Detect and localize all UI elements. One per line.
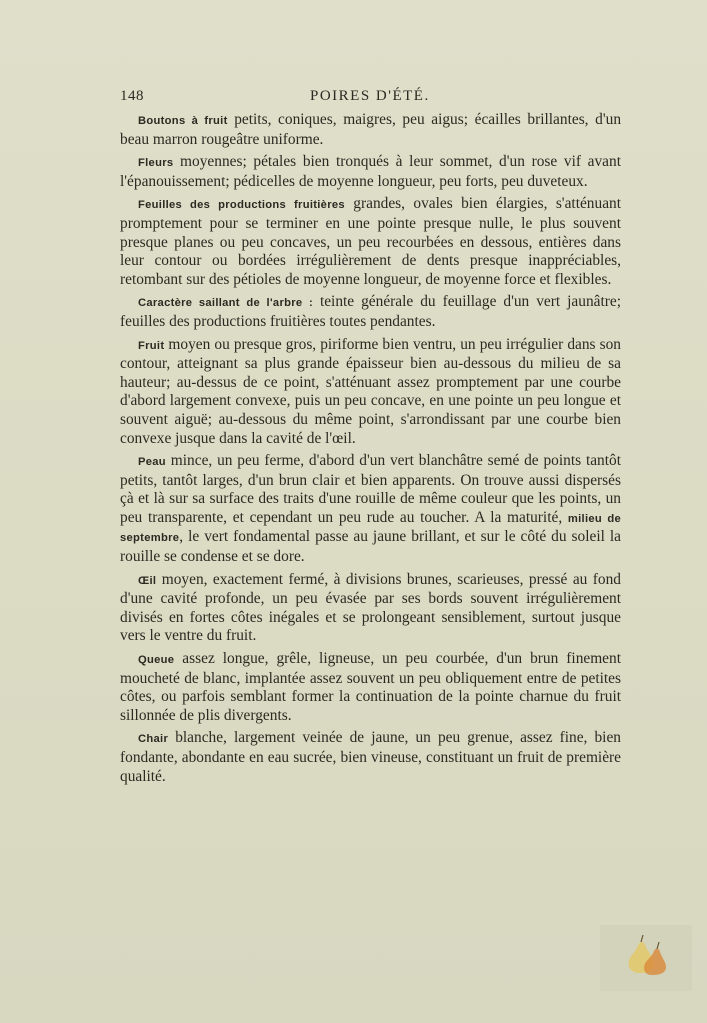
paragraph-text: teinte générale du feuillage d'un vert jaunâtre; feuilles des productions fruitières toutes pendantes.: [120, 293, 621, 330]
term-label: Chair: [138, 733, 169, 746]
paragraph-peau: [120, 452, 621, 567]
term-label: Fleurs: [138, 157, 174, 170]
paragraph-text: moyen, exactement fermé, à divisions brunes, scarieuses, pressé au fond d'une cavité profonde, un peu évasée par ses bords souvent irrégulièrement divisés en fortes côtes inégales et se prolongeant sensiblement, surtout jusque vers le ventre du fruit.: [120, 570, 621, 645]
term-label: Caractère saillant de l'arbre :: [138, 297, 313, 310]
term-label: Feuilles des productions fruitières: [138, 199, 345, 212]
paragraph-chair: [120, 729, 621, 786]
term-label: Peau: [138, 456, 166, 469]
page-header: [120, 88, 620, 108]
paragraph-fruit: [120, 336, 621, 449]
paragraph-text: assez longue, grêle, ligneuse, un peu courbée, d'un brun finement moucheté de blanc, implantée assez souvent un peu obliquement entre de petites côtes, ou parfois semblant former la continuation de la pointe charnue du fruit sillonnée de plis divergents.: [120, 650, 621, 724]
paragraph-text: moyen ou presque gros, piriforme bien ventru, un peu irrégulier dans son contour, atteignant sa plus grande épaisseur bien au-dessous du milieu de sa hauteur; au-dessus de ce point, s'atténuant assez promptement par une courbe d'abord largement convexe, puis un peu concave, en une pointe un peu longue et souvent aiguë; au-dessous du même point, s'arrondissant par une courbe bien convexe jusque dans la cavité de l'œil.: [120, 335, 621, 447]
page-number: 148: [120, 88, 144, 104]
maturity-date: milieu de septembre: [120, 512, 621, 545]
running-title: POIRES D'ÉTÉ.: [310, 88, 430, 104]
description-text: [120, 111, 621, 790]
term-label: Fruit: [138, 339, 165, 352]
pear-thumbnail: [600, 925, 692, 991]
term-label: Queue: [138, 654, 175, 667]
paragraph-text: petits, coniques, maigres, peu aigus; écailles brillantes, d'un beau marron rougeâtre uniforme.: [120, 111, 622, 148]
paragraph-caractere: [120, 293, 621, 331]
paragraph-boutons: [120, 111, 621, 149]
paragraph-fleurs: [120, 153, 621, 191]
paragraph-text-continued: , le vert fondamental passe au jaune brillant, et sur le côté du soleil la rouille se condense et se dore.: [120, 528, 621, 566]
term-label: Œil: [138, 574, 157, 587]
paragraph-text: grandes, ovales bien élargies, s'atténuant promptement pour se terminer en une pointe presque nulle, le plus souvent presque planes ou peu concaves, un peu recourbées en dessous, entières dans leur contour ou bordées irrégulièrement de dents presque inappréciables, retombant sur des pétioles de moyenne longueur, de moyenne force et flexibles.: [120, 195, 621, 288]
paragraph-text: mince, un peu ferme, d'abord d'un vert blanchâtre semé de points tantôt petits, tantôt larges, d'un brun clair et bien apparents. On trouve aussi dispersés çà et là sur sa surface des traits d'une rouille de même couleur que les points, un peu transparente, et cependant un peu rude au toucher. A la maturité,: [120, 452, 621, 526]
paragraph-oeil: [120, 571, 621, 646]
pear-icon: [600, 925, 692, 991]
paragraph-feuilles: [120, 195, 621, 289]
paragraph-queue: [120, 650, 621, 725]
term-label: Boutons à fruit: [138, 115, 228, 127]
paragraph-text: moyennes; pétales bien tronqués à leur sommet, d'un rose vif avant l'épanouissement; pédicelles de moyenne longueur, peu forts, peu duveteux.: [120, 153, 621, 190]
paragraph-text: blanche, largement veinée de jaune, un peu grenue, assez fine, bien fondante, abondante en eau sucrée, bien vineuse, constituant un fruit de première qualité.: [120, 729, 621, 785]
